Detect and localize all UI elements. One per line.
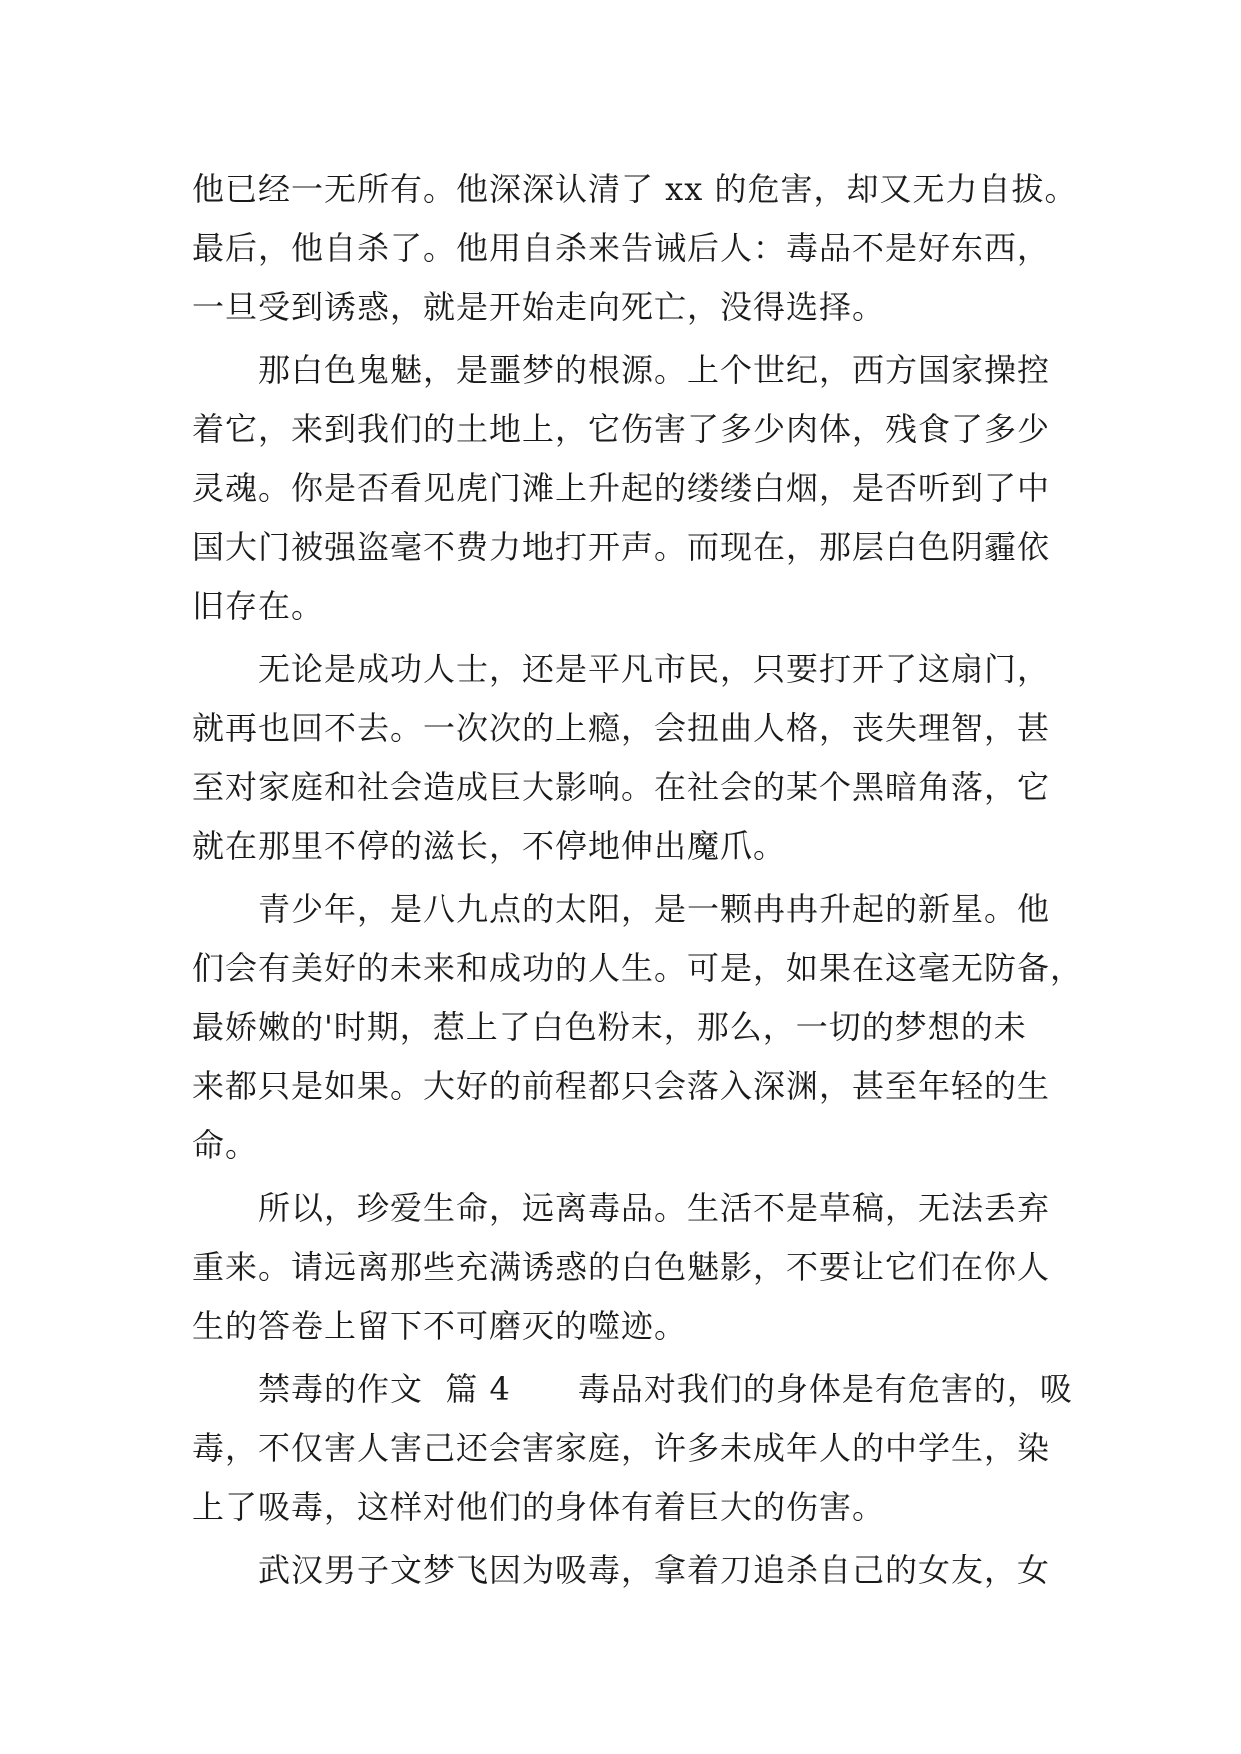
text-line: 就在那里不停的滋长，不停地伸出魔爪。	[192, 827, 787, 865]
paragraph	[192, 1360, 1072, 1537]
paragraph	[192, 640, 1072, 876]
text-line: 那白色鬼魅，是噩梦的根源。上个世纪，西方国家操控	[258, 351, 1051, 389]
text-line: 最娇嫩的'时期，惹上了白色粉末，那么，一切的梦想的未	[192, 1008, 1027, 1046]
text-line: 命。	[192, 1126, 259, 1164]
text-line: 重来。请远离那些充满诱惑的白色魅影，不要让它们在你人	[192, 1248, 1051, 1286]
text-line: 来都只是如果。大好的前程都只会落入深渊，甚至年轻的生	[192, 1067, 1051, 1105]
text-line: 最后，他自杀了。他用自杀来告诫后人：毒品不是好东西，	[192, 229, 1051, 267]
text-line: 国大门被强盗毫不费力地打开声。而现在，那层白色阴霾依	[192, 528, 1051, 566]
paragraph	[192, 880, 1084, 1175]
body-text	[192, 160, 1084, 1600]
section-heading-line: 禁毒的作文 篇 4 毒品对我们的身体是有危害的，吸	[258, 1370, 1073, 1408]
text-line: 他已经一无所有。他深深认清了 xx 的危害，却又无力自拔。	[192, 170, 1078, 208]
text-line: 们会有美好的未来和成功的人生。可是，如果在这毫无防备，	[192, 949, 1084, 987]
text-line: 就再也回不去。一次次的上瘾，会扭曲人格，丧失理智，甚	[192, 709, 1051, 747]
paragraph	[192, 1179, 1072, 1356]
text-line: 一旦受到诱惑，就是开始走向死亡，没得选择。	[192, 288, 886, 326]
paragraph	[192, 160, 1078, 337]
text-line: 所以，珍爱生命，远离毒品。生活不是草稿，无法丢弃	[258, 1189, 1051, 1227]
text-line: 至对家庭和社会造成巨大影响。在社会的某个黑暗角落，它	[192, 768, 1051, 806]
text-line: 无论是成功人士，还是平凡市民，只要打开了这扇门，	[258, 650, 1051, 688]
text-line: 旧存在。	[192, 587, 325, 625]
text-line: 武汉男子文梦飞因为吸毒，拿着刀追杀自己的女友，女	[258, 1551, 1051, 1589]
text-line: 生的答卷上留下不可磨灭的噬迹。	[192, 1307, 688, 1345]
text-line: 上了吸毒，这样对他们的身体有着巨大的伤害。	[192, 1488, 886, 1526]
paragraph	[192, 1541, 1072, 1600]
text-line: 灵魂。你是否看见虎门滩上升起的缕缕白烟，是否听到了中	[192, 469, 1051, 507]
text-line: 青少年，是八九点的太阳，是一颗冉冉升起的新星。他	[258, 890, 1051, 928]
paragraph	[192, 341, 1072, 636]
text-line: 着它，来到我们的土地上，它伤害了多少肉体，残食了多少	[192, 410, 1051, 448]
text-line: 毒，不仅害人害己还会害家庭，许多未成年人的中学生，染	[192, 1429, 1051, 1467]
